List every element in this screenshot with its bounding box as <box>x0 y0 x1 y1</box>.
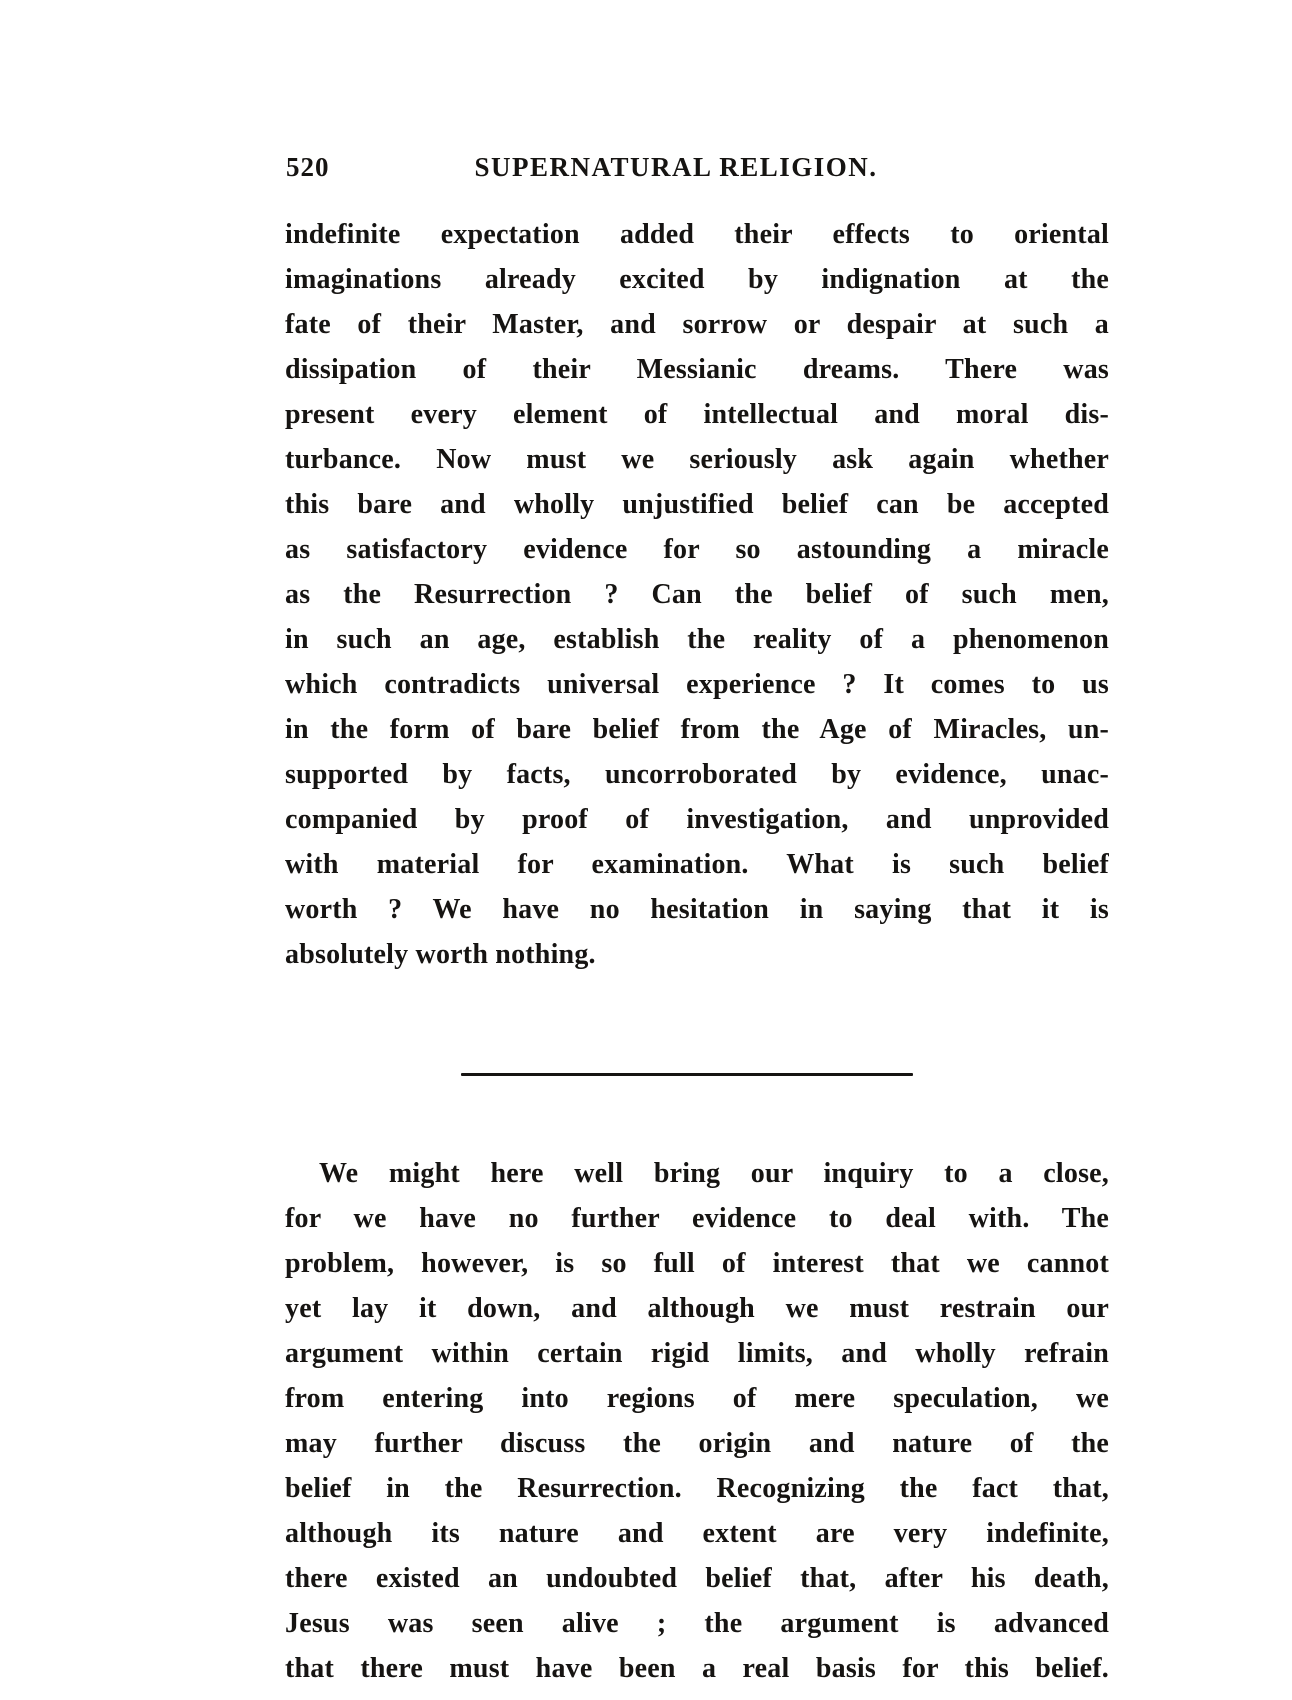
text-line: Jesus was seen alive ; the argument is advanced <box>285 1608 1109 1639</box>
text-line: as satisfactory evidence for so astounding a miracle <box>285 534 1109 565</box>
text-line: that there must have been a real basis for this belief. <box>285 1653 1109 1684</box>
text-line: imaginations already excited by indignation at the <box>285 264 1109 295</box>
section-divider-rule <box>461 1073 913 1076</box>
text-line: We might here well bring our inquiry to a close, <box>319 1158 1109 1189</box>
text-line: worth ? We have no hesitation in saying that it is <box>285 894 1109 925</box>
text-line: absolutely worth nothing. <box>285 939 596 970</box>
text-line: from entering into regions of mere speculation, we <box>285 1383 1109 1414</box>
body-paragraph-1 <box>285 212 1109 977</box>
text-line: in the form of bare belief from the Age of Miracles, un- <box>285 714 1109 745</box>
text-line: although its nature and extent are very indefinite, <box>285 1518 1109 1549</box>
text-line: which contradicts universal experience ? It comes to us <box>285 669 1109 700</box>
text-line: with material for examination. What is such belief <box>285 849 1109 880</box>
text-line: companied by proof of investigation, and unprovided <box>285 804 1109 835</box>
running-title: SUPERNATURAL RELIGION. <box>474 152 878 182</box>
body-paragraph-2 <box>285 1151 1109 1691</box>
text-line: indefinite expectation added their effects to oriental <box>285 219 1109 250</box>
text-line: this bare and wholly unjustified belief can be accepted <box>285 489 1109 520</box>
text-line: yet lay it down, and although we must restrain our <box>285 1293 1109 1324</box>
text-line: problem, however, is so full of interest that we cannot <box>285 1248 1109 1279</box>
text-line: supported by facts, uncorroborated by evidence, unac- <box>285 759 1109 790</box>
text-line: turbance. Now must we seriously ask again whether <box>285 444 1109 475</box>
text-line: in such an age, establish the reality of a phenomenon <box>285 624 1109 655</box>
text-line: for we have no further evidence to deal with. The <box>285 1203 1109 1234</box>
text-line: argument within certain rigid limits, and wholly refrain <box>285 1338 1109 1369</box>
text-line: fate of their Master, and sorrow or despair at such a <box>285 309 1109 340</box>
text-line: there existed an undoubted belief that, after his death, <box>285 1563 1109 1594</box>
text-line: may further discuss the origin and nature of the <box>285 1428 1109 1459</box>
text-line: as the Resurrection ? Can the belief of such men, <box>285 579 1109 610</box>
text-line: belief in the Resurrection. Recognizing the fact that, <box>285 1473 1109 1504</box>
text-line: dissipation of their Messianic dreams. There was <box>285 354 1109 385</box>
page-number: 520 <box>286 152 330 182</box>
text-line: present every element of intellectual and moral dis- <box>285 399 1109 430</box>
